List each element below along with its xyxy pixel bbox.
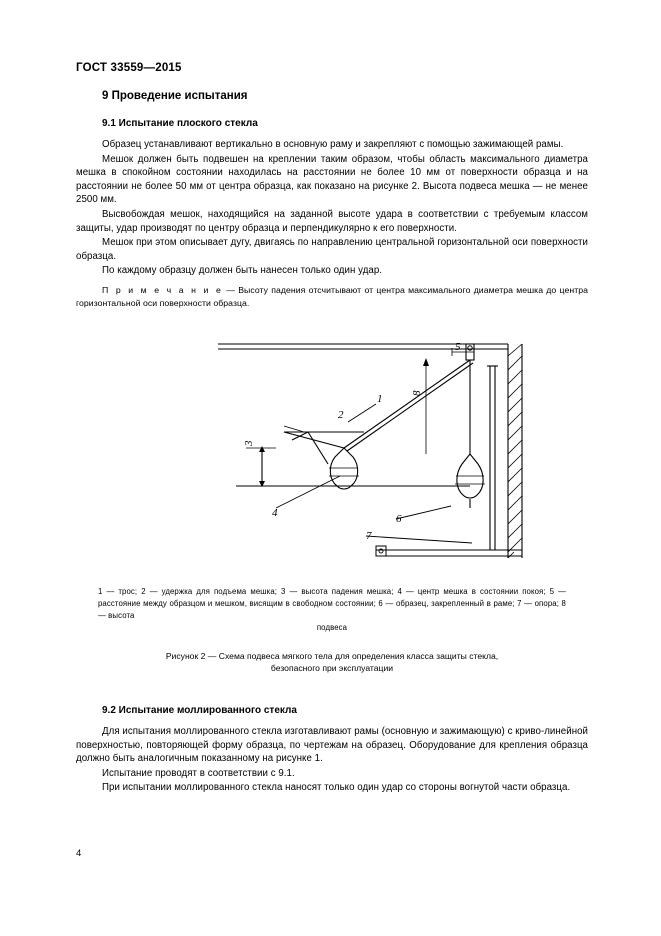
legend-main: 1 — трос; 2 — удержка для подъема мешка; 3 — высота падения мешка; 4 — центр мешка в состоянии покоя; 5 — расстояние между образцом и мешком, висящим в свободном состоянии; 6 — образец, закрепленный в раме; 7 — опора; 8 — высота	[98, 586, 566, 620]
page-number: 4	[76, 848, 82, 859]
paragraph: Образец устанавливают вертикально в основную раму и закрепляют с помощью зажимающей рамы.	[102, 139, 564, 150]
paragraph: Мешок должен быть подвешен на креплении таким образом, чтобы область максимального диаметра мешка в спокойном состоянии находилась на расстоянии не более 10 мм от поверхности образца и на расстоянии не более 50 мм от центра образца, как показано на рисунке 2. Высота подвеса мешка — не менее 2500 мм.	[76, 153, 588, 206]
section-title: 9 Проведение испытания	[102, 90, 248, 102]
note-paragraph	[76, 284, 588, 310]
paragraph: По каждому образцу должен быть нанесен только один удар.	[102, 265, 383, 277]
figure-caption-line1: Рисунок 2 — Схема подвеса мягкого тела для определения класса защиты стекла,	[165, 650, 499, 661]
figure-label-2: 2	[338, 408, 344, 421]
note-label: П р и м е ч а н и е	[102, 284, 223, 295]
figure-label-3: 3	[243, 440, 255, 446]
subsection-title-9-2: 9.2 Испытание моллированного стекла	[102, 704, 297, 716]
figure-label-6: 6	[396, 512, 402, 525]
figure-caption-line2: безопасного при эксплуатации	[270, 663, 394, 674]
standard-header: ГОСТ 33559—2015	[76, 62, 182, 74]
paragraph: Испытание проводят в соответствии с 9.1.	[102, 767, 295, 779]
paragraph: Высвобождая мешок, находящийся на заданной высоте удара в соответствии с требуемым классом защиты, удар производят по центру образца и перпендикулярно к его поверхности.	[76, 208, 588, 234]
figure-label-5: 5	[455, 340, 461, 353]
legend-last-line: подвеса	[316, 622, 348, 632]
page-content	[76, 90, 588, 796]
paragraph: При испытании моллированного стекла наносят только один удар со стороны вогнутой части образца.	[102, 782, 571, 794]
paragraph: Для испытания моллированного стекла изготавливают рамы (основную и зажимающую) с криво-линейной поверхностью, повторяющей форму образца, по чертежам на образец. Оборудование для крепления образца должно быть аналогичным показанному на рисунке 1.	[76, 725, 588, 765]
figure-label-4: 4	[272, 506, 278, 519]
figure-diagram	[76, 336, 588, 578]
subsection-title-9-1: 9.1 Испытание плоского стекла	[102, 118, 258, 129]
figure-svg	[76, 336, 588, 578]
note-body: — Высоту падения отсчитывают от центра максимального диаметра мешка до центра горизонтальной оси поверхности образца.	[76, 284, 588, 308]
figure-legend	[98, 586, 566, 634]
spacer	[76, 675, 588, 705]
figure-caption	[116, 650, 548, 675]
paragraph: Мешок при этом описывает дугу, двигаясь по направлению центральной горизонтальной оси поверхности образца.	[76, 237, 588, 262]
figure-label-7: 7	[366, 529, 372, 542]
figure-label-1: 1	[377, 392, 383, 405]
figure-label-8: 8	[411, 390, 423, 396]
